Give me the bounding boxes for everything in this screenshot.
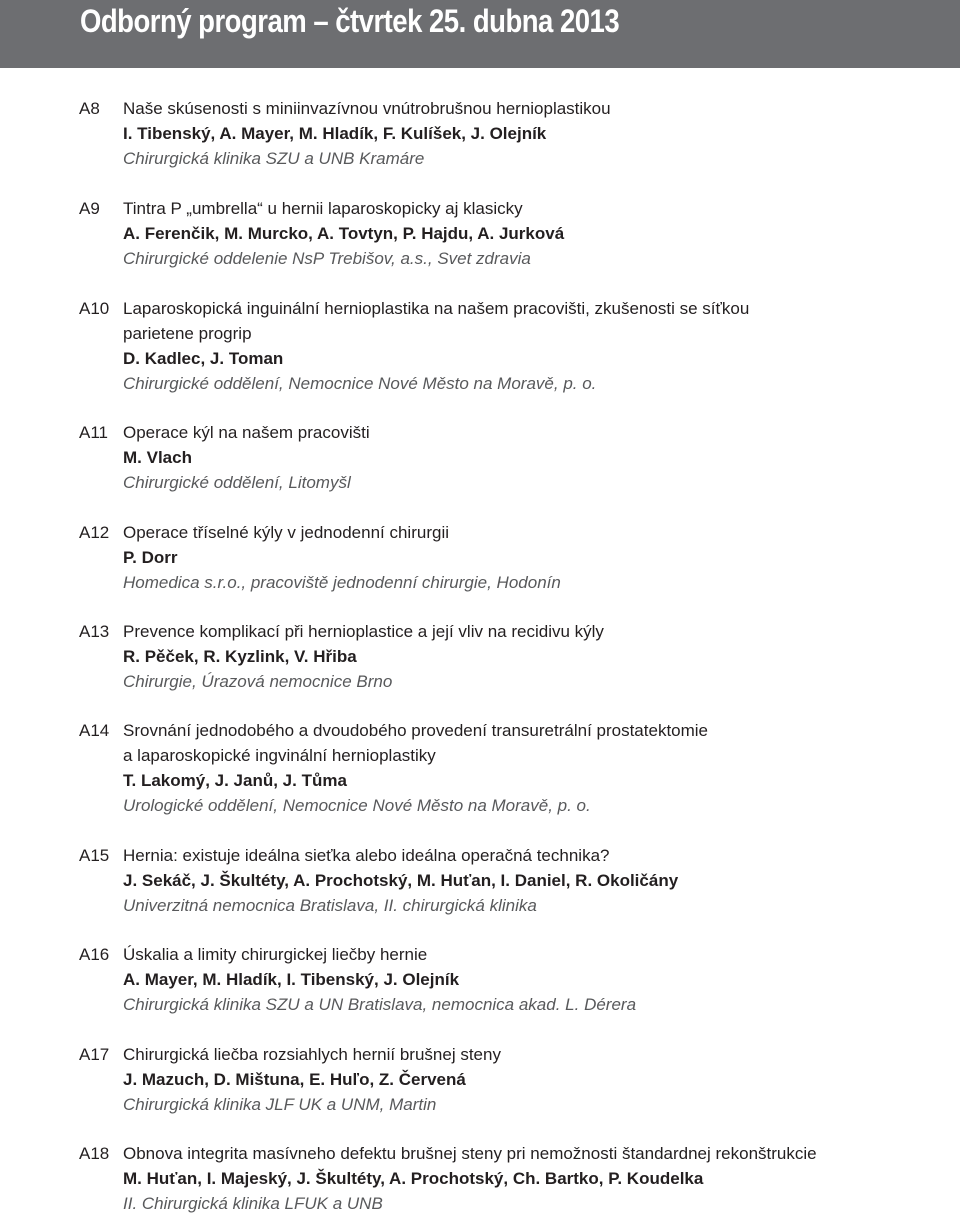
entry-affiliation: Chirurgie, Úrazová nemocnice Brno	[123, 672, 393, 691]
entry-body	[123, 619, 923, 694]
entry-code: A9	[79, 199, 100, 218]
entry-authors: I. Tibenský, A. Mayer, M. Hladík, F. Kulíšek, J. Olejník	[123, 124, 547, 143]
entry-code: A8	[79, 99, 100, 118]
entry-title: Tintra P „umbrella“ u hernii laparoskopicky aj klasicky	[123, 199, 523, 218]
entry-affiliation: Homedica s.r.o., pracoviště jednodenní chirurgie, Hodonín	[123, 573, 561, 592]
entry-body	[123, 1042, 923, 1117]
entry-code: A15	[79, 846, 110, 865]
entry-code: A13	[79, 622, 110, 641]
entry-code: A11	[79, 423, 108, 442]
entry-affiliation: Urologické oddělení, Nemocnice Nové Město na Moravě, p. o.	[123, 796, 591, 815]
entry-authors: R. Pěček, R. Kyzlink, V. Hřiba	[123, 647, 357, 666]
entry-authors: D. Kadlec, J. Toman	[123, 349, 284, 368]
entry-authors: M. Vlach	[123, 448, 192, 467]
entry-title: Srovnání jednodobého a dvoudobého provedení transuretrální prostatektomie	[123, 721, 709, 740]
entry-authors: A. Ferenčik, M. Murcko, A. Tovtyn, P. Hajdu, A. Jurková	[123, 224, 565, 243]
entry-body	[123, 942, 923, 1017]
entry-body	[123, 1141, 923, 1216]
entry-authors: M. Huťan, I. Majeský, J. Škultéty, A. Prochotský, Ch. Bartko, P. Koudelka	[123, 1169, 704, 1188]
entry-code: A10	[79, 299, 110, 318]
entry-code: A18	[79, 1144, 110, 1163]
entry-title-continued: a laparoskopické ingvinální hernioplastiky	[123, 746, 436, 765]
entry-body	[123, 420, 923, 495]
entry-code: A14	[79, 721, 110, 740]
entry-affiliation: Chirurgické oddelenie NsP Trebišov, a.s., Svet zdravia	[123, 249, 531, 268]
entry-authors: J. Sekáč, J. Škultéty, A. Prochotský, M. Huťan, I. Daniel, R. Okoličány	[123, 871, 679, 890]
page-title: Odborný program – čtvrtek 25. dubna 2013	[80, 3, 620, 39]
entry-body	[123, 520, 923, 595]
entry-title-continued: parietene progrip	[123, 324, 252, 343]
page-header	[0, 0, 960, 68]
entry-body	[123, 718, 923, 818]
entry-title: Naše skúsenosti s miniinvazívnou vnútrobrušnou hernioplastikou	[123, 99, 611, 118]
entry-title: Operace tříselné kýly v jednodenní chirurgii	[123, 523, 449, 542]
entry-affiliation: Univerzitná nemocnica Bratislava, II. chirurgická klinika	[123, 896, 537, 915]
entry-title: Hernia: existuje ideálna sieťka alebo ideálna operačná technika?	[123, 846, 610, 865]
entry-authors: T. Lakomý, J. Janů, J. Tůma	[123, 771, 347, 790]
entry-affiliation: Chirurgické oddělení, Litomyšl	[123, 473, 351, 492]
entry-body	[123, 843, 923, 918]
entry-code: A17	[79, 1045, 110, 1064]
entry-authors: P. Dorr	[123, 548, 178, 567]
entry-code: A16	[79, 945, 110, 964]
entry-title: Chirurgická liečba rozsiahlych hernií brušnej steny	[123, 1045, 501, 1064]
entry-affiliation: Chirurgická klinika SZU a UN Bratislava, nemocnica akad. L. Dérera	[123, 995, 637, 1014]
entry-affiliation: Chirurgické oddělení, Nemocnice Nové Město na Moravě, p. o.	[123, 374, 597, 393]
entry-body	[123, 296, 923, 396]
entry-code: A12	[79, 523, 110, 542]
entry-affiliation: Chirurgická klinika SZU a UNB Kramáre	[123, 149, 425, 168]
entry-title: Prevence komplikací při hernioplastice a její vliv na recidivu kýly	[123, 622, 604, 641]
entry-authors: J. Mazuch, D. Mištuna, E. Huľo, Z. Červená	[123, 1070, 466, 1089]
entry-authors: A. Mayer, M. Hladík, I. Tibenský, J. Olejník	[123, 970, 460, 989]
entry-title: Operace kýl na našem pracovišti	[123, 423, 370, 442]
entry-title: Úskalia a limity chirurgickej liečby hernie	[123, 945, 428, 964]
entry-affiliation: Chirurgická klinika JLF UK a UNM, Martin	[123, 1095, 437, 1114]
entry-title: Laparoskopická inguinální hernioplastika na našem pracovišti, zkušenosti se síťkou	[123, 299, 750, 318]
entry-body	[123, 196, 923, 271]
entry-title: Obnova integrita masívneho defektu brušnej steny pri nemožnosti štandardnej rekonštrukcie	[123, 1144, 817, 1163]
entry-body	[123, 96, 923, 171]
entry-affiliation: II. Chirurgická klinika LFUK a UNB	[123, 1194, 383, 1213]
